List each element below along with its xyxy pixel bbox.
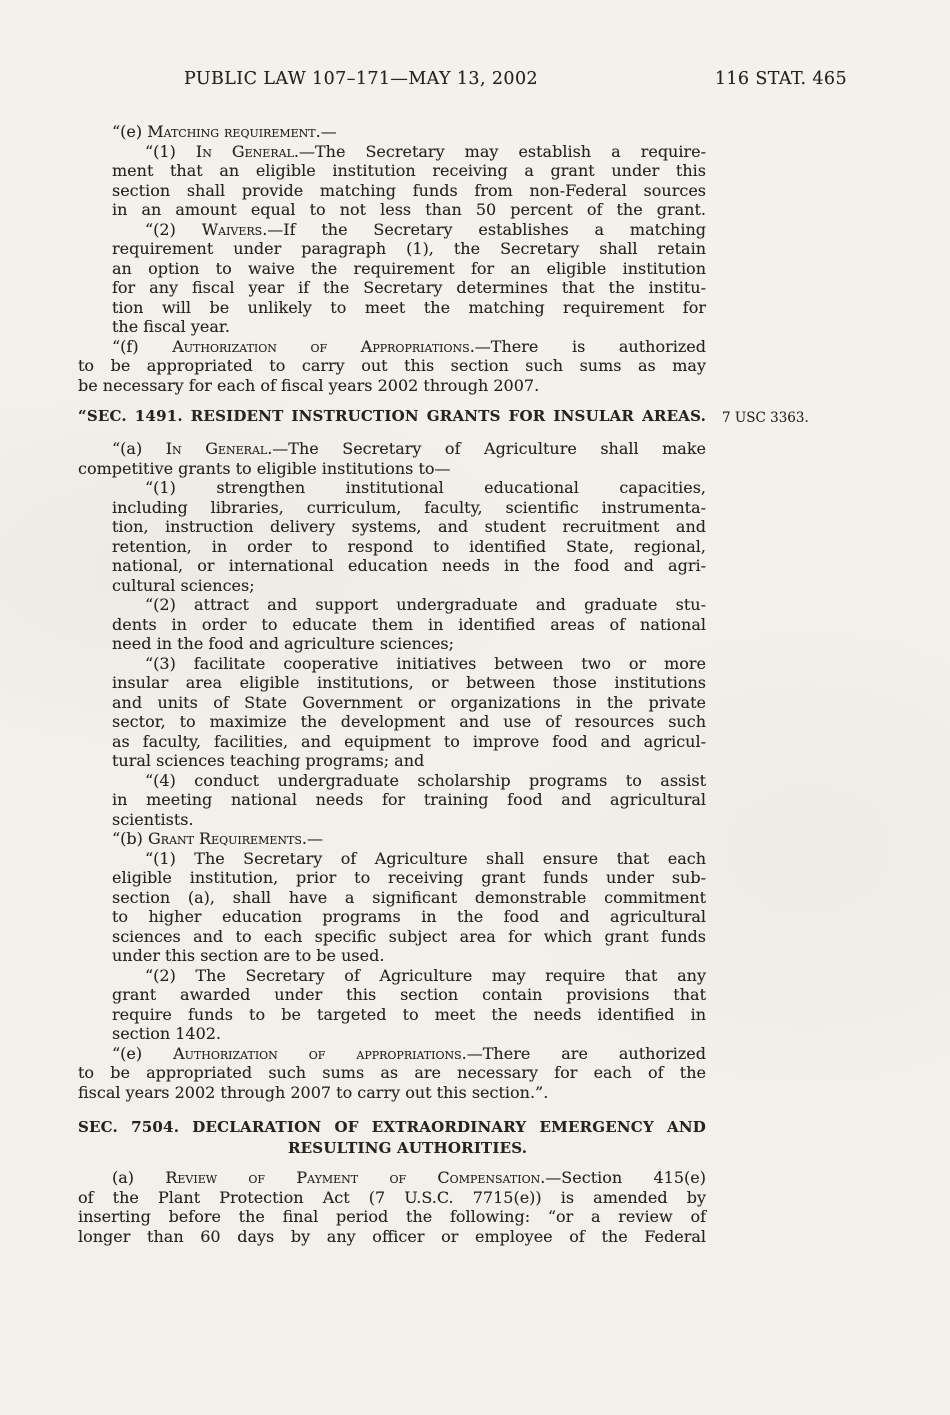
- text-segment: “(2): [145, 219, 202, 239]
- text-line: [78, 1005, 706, 1025]
- text-segment: in meeting national needs for training food and agricultural: [112, 790, 706, 809]
- text-segment: “(b): [112, 829, 148, 848]
- text-line: [78, 868, 706, 888]
- small-caps-run-in-heading: In General: [165, 439, 268, 458]
- text-line: [78, 200, 706, 220]
- text-segment: in an amount equal to not less than 50 percent of the grant.: [112, 200, 706, 219]
- text-line: [78, 771, 706, 791]
- text-line: [78, 1063, 706, 1083]
- margin-note-usc-citation: 7 USC 3363.: [722, 410, 809, 426]
- text-segment: (a): [112, 1168, 166, 1187]
- text-line: [78, 751, 706, 771]
- text-segment: cultural sciences;: [112, 575, 255, 595]
- text-line: [78, 278, 706, 298]
- text-line: [78, 478, 706, 498]
- text-segment: “(1): [145, 141, 196, 161]
- text-segment: “(3) facilitate cooperative initiatives between two or more: [145, 653, 706, 673]
- text-segment: “(e): [112, 122, 148, 141]
- text-line: [78, 1188, 706, 1208]
- text-line: [78, 849, 706, 869]
- text-line: [78, 537, 706, 557]
- section-heading-line: [78, 1138, 706, 1159]
- public-law-title: PUBLIC LAW 107–171—MAY 13, 2002: [184, 69, 539, 89]
- text-segment: RESULTING AUTHORITIES.: [288, 1139, 528, 1157]
- text-line: [78, 927, 706, 947]
- text-line: [78, 829, 706, 849]
- text-segment: .—There is authorized: [469, 336, 707, 356]
- text-line: [78, 1207, 706, 1227]
- text-segment: to be appropriated such sums as are necessary for each of the: [78, 1063, 706, 1082]
- text-line: [78, 693, 706, 713]
- text-segment: including libraries, curriculum, faculty, scientific instrumenta-: [112, 497, 706, 517]
- text-segment: .—: [301, 829, 323, 848]
- text-line: [78, 1227, 706, 1247]
- text-segment: “(f): [112, 336, 173, 356]
- text-line: [78, 966, 706, 986]
- text-line: [78, 239, 706, 259]
- text-segment: dents in order to educate them in identified areas of national: [112, 614, 706, 634]
- text-segment: under this section are to be used.: [112, 946, 385, 965]
- text-segment: an option to waive the requirement for an eligible institution: [112, 258, 706, 278]
- text-segment: for any fiscal year if the Secretary determines that the institu-: [112, 278, 706, 297]
- text-line: [78, 517, 706, 537]
- text-line: [78, 439, 706, 459]
- text-segment: competitive grants to eligible institutions to—: [78, 458, 451, 478]
- text-segment: .—There are authorized: [461, 1043, 706, 1063]
- text-segment: grant awarded under this section contain provisions that: [112, 985, 706, 1004]
- text-line: [78, 615, 706, 635]
- text-segment: tion, instruction delivery systems, and student recruitment and: [112, 517, 706, 536]
- text-line: [78, 1168, 706, 1188]
- text-segment: need in the food and agriculture sciences;: [112, 634, 455, 653]
- text-segment: “(1) strengthen institutional educational capacities,: [145, 478, 706, 497]
- text-segment: “(2) attract and support undergraduate and graduate stu-: [145, 595, 706, 614]
- text-segment: national, or international education needs in the food and agri-: [112, 556, 706, 575]
- text-line: [78, 317, 706, 337]
- text-segment: “(4) conduct undergraduate scholarship programs to assist: [145, 770, 706, 790]
- text-segment: section shall provide matching funds from non-Federal sources: [112, 180, 706, 200]
- text-line: [78, 376, 706, 396]
- small-caps-run-in-heading: Grant Requirements: [148, 829, 302, 848]
- text-segment: as faculty, facilities, and equipment to improve food and agricul-: [112, 731, 706, 751]
- text-line: [78, 576, 706, 596]
- running-head: [78, 69, 847, 89]
- text-segment: inserting before the final period the following: “or a review of: [78, 1207, 706, 1226]
- text-segment: section (a), shall have a significant demonstrable commitment: [112, 887, 706, 907]
- text-segment: “(a): [112, 439, 166, 458]
- text-segment: .—Section 415(e): [540, 1168, 706, 1187]
- text-line: [78, 142, 706, 162]
- text-line: [78, 337, 706, 357]
- text-line: [78, 732, 706, 752]
- section-heading-line: [78, 1117, 706, 1138]
- text-line: [78, 1083, 706, 1103]
- text-segment: longer than 60 days by any officer or employee of the Federal: [78, 1226, 706, 1246]
- text-segment: .—: [315, 122, 337, 141]
- section-heading-line: [78, 406, 706, 427]
- text-segment: “(2) The Secretary of Agriculture may require that any: [145, 965, 706, 985]
- small-caps-run-in-heading: In General: [195, 141, 294, 161]
- text-line: [78, 122, 706, 142]
- text-segment: be necessary for each of fiscal years 2002 through 2007.: [78, 375, 540, 395]
- text-line: [78, 459, 706, 479]
- document-body: [78, 122, 706, 1246]
- text-segment: SEC. 7504. DECLARATION OF EXTRAORDINARY EMERGENCY AND: [78, 1118, 706, 1136]
- text-line: [78, 673, 706, 693]
- text-line: [78, 298, 706, 318]
- text-line: [78, 654, 706, 674]
- text-line: [78, 220, 706, 240]
- text-segment: sciences and to each specific subject area for which grant funds: [112, 926, 706, 946]
- text-line: [78, 907, 706, 927]
- text-segment: “(e): [112, 1043, 174, 1063]
- text-line: [78, 595, 706, 615]
- text-line: [78, 946, 706, 966]
- text-segment: tural sciences teaching programs; and: [112, 751, 425, 770]
- text-segment: require funds to be targeted to meet the needs identified in: [112, 1004, 706, 1024]
- small-caps-run-in-heading: Authorization of Appropriations: [172, 336, 470, 356]
- text-line: [78, 712, 706, 732]
- text-segment: of the Plant Protection Act (7 U.S.C. 7715(e)) is amended by: [78, 1187, 706, 1207]
- text-line: [78, 1044, 706, 1064]
- text-segment: ment that an eligible institution receiving a grant under this: [112, 161, 706, 180]
- text-line: [78, 161, 706, 181]
- text-segment: fiscal years 2002 through 2007 to carry out this section.”.: [78, 1082, 549, 1102]
- text-line: [78, 888, 706, 908]
- text-segment: insular area eligible institutions, or between those institutions: [112, 673, 706, 692]
- text-segment: to be appropriated to carry out this section such sums as may: [78, 356, 706, 375]
- small-caps-run-in-heading: Matching requirement: [147, 122, 316, 141]
- text-segment: “SEC. 1491. RESIDENT INSTRUCTION GRANTS FOR INSULAR AREAS.: [78, 407, 706, 425]
- text-segment: section 1402.: [112, 1024, 222, 1043]
- text-line: [78, 498, 706, 518]
- small-caps-run-in-heading: Authorization of appropriations: [173, 1043, 462, 1063]
- text-segment: the fiscal year.: [112, 317, 230, 336]
- text-segment: requirement under paragraph (1), the Secretary shall retain: [112, 239, 706, 258]
- text-segment: scientists.: [112, 809, 194, 829]
- text-line: [78, 790, 706, 810]
- text-segment: tion will be unlikely to meet the matching requirement for: [112, 297, 706, 317]
- statutes-page-number: 116 STAT. 465: [714, 69, 847, 89]
- text-line: [78, 810, 706, 830]
- text-segment: “(1) The Secretary of Agriculture shall ensure that each: [145, 848, 706, 868]
- text-line: [78, 985, 706, 1005]
- text-line: [78, 181, 706, 201]
- text-segment: .—If the Secretary establishes a matching: [262, 219, 706, 239]
- text-line: [78, 634, 706, 654]
- text-line: [78, 1024, 706, 1044]
- text-segment: and units of State Government or organizations in the private: [112, 692, 706, 712]
- text-line: [78, 356, 706, 376]
- text-line: [78, 259, 706, 279]
- text-segment: to higher education programs in the food and agricultural: [112, 907, 706, 926]
- text-segment: sector, to maximize the development and use of resources such: [112, 712, 706, 731]
- text-line: [78, 556, 706, 576]
- text-segment: retention, in order to respond to identified State, regional,: [112, 536, 706, 556]
- text-segment: eligible institution, prior to receiving grant funds under sub-: [112, 868, 706, 887]
- small-caps-run-in-heading: Review of Payment of Compensation: [165, 1168, 541, 1187]
- text-segment: .—The Secretary may establish a require-: [293, 141, 706, 161]
- small-caps-run-in-heading: Waivers: [201, 219, 263, 239]
- text-segment: .—The Secretary of Agriculture shall make: [267, 439, 707, 458]
